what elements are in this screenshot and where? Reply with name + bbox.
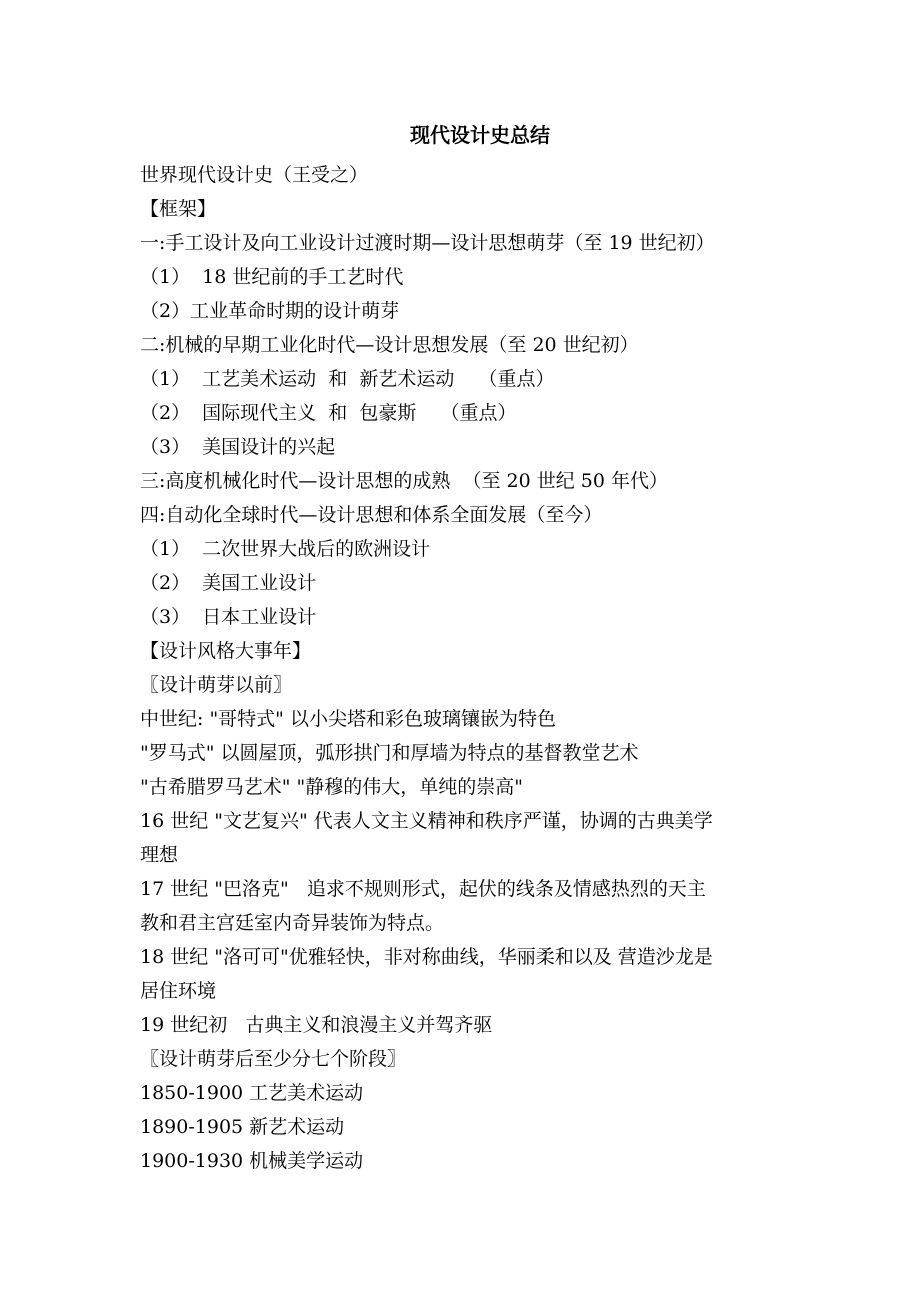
body-line: 17 世纪 "巴洛克" 追求不规则形式，起伏的线条及情感热烈的天主 (140, 878, 706, 900)
body-line: 四:自动化全球时代—设计思想和体系全面发展（至今） (140, 504, 603, 526)
body-line: 中世纪: "哥特式" 以小尖塔和彩色玻璃镶嵌为特色 (140, 708, 556, 730)
document-body (140, 158, 820, 1178)
body-line: 〖设计萌芽后至少分七个阶段〗 (140, 1048, 407, 1070)
body-line: 教和君主宫廷室内奇异装饰为特点。 (140, 912, 445, 934)
body-line: 〖设计萌芽以前〗 (140, 674, 293, 696)
body-line: "古希腊罗马艺术" "静穆的伟大，单纯的崇高" (140, 776, 523, 798)
body-line: "罗马式" 以圆屋顶，弧形拱门和厚墙为特点的基督教堂艺术 (140, 742, 639, 764)
body-line: 16 世纪 "文艺复兴" 代表人文主义精神和秩序严谨，协调的古典美学 (140, 810, 713, 832)
body-line: （2） 美国工业设计 (140, 572, 317, 594)
body-line: 1850-1900 工艺美术运动 (140, 1082, 364, 1104)
document-title: 现代设计史总结 (410, 123, 550, 147)
body-line: 世界现代设计史（王受之） (140, 164, 369, 186)
body-line: 理想 (140, 844, 179, 866)
body-line: （2）工业革命时期的设计萌芽 (140, 300, 400, 322)
body-line: 1900-1930 机械美学运动 (140, 1150, 364, 1172)
body-line: （3） 日本工业设计 (140, 606, 317, 628)
body-line: 三:高度机械化时代—设计思想的成熟 （至 20 世纪 50 年代） (140, 470, 668, 492)
body-line: （1） 18 世纪前的手工艺时代 (140, 266, 404, 288)
body-line: 二:机械的早期工业化时代—设计思想发展（至 20 世纪初） (140, 334, 639, 356)
body-line: 居住环境 (140, 980, 217, 1002)
body-line: （1） 工艺美术运动 和 新艺术运动 （重点） (140, 368, 555, 390)
body-line: （1） 二次世界大战后的欧洲设计 (140, 538, 431, 560)
body-line: 【设计风格大事年】 (140, 640, 312, 662)
body-line: 18 世纪 "洛可可"优雅轻快，非对称曲线，华丽柔和以及 营造沙龙是 (140, 946, 713, 968)
body-line: 1890-1905 新艺术运动 (140, 1116, 345, 1138)
body-line: （2） 国际现代主义 和 包豪斯 （重点） (140, 402, 517, 424)
body-line: 一:手工设计及向工业设计过渡时期—设计思想萌芽（至 19 世纪初） (140, 232, 715, 254)
body-line: 【框架】 (140, 198, 217, 220)
body-line: （3） 美国设计的兴起 (140, 436, 336, 458)
body-line: 19 世纪初 古典主义和浪漫主义并驾齐驱 (140, 1014, 493, 1036)
